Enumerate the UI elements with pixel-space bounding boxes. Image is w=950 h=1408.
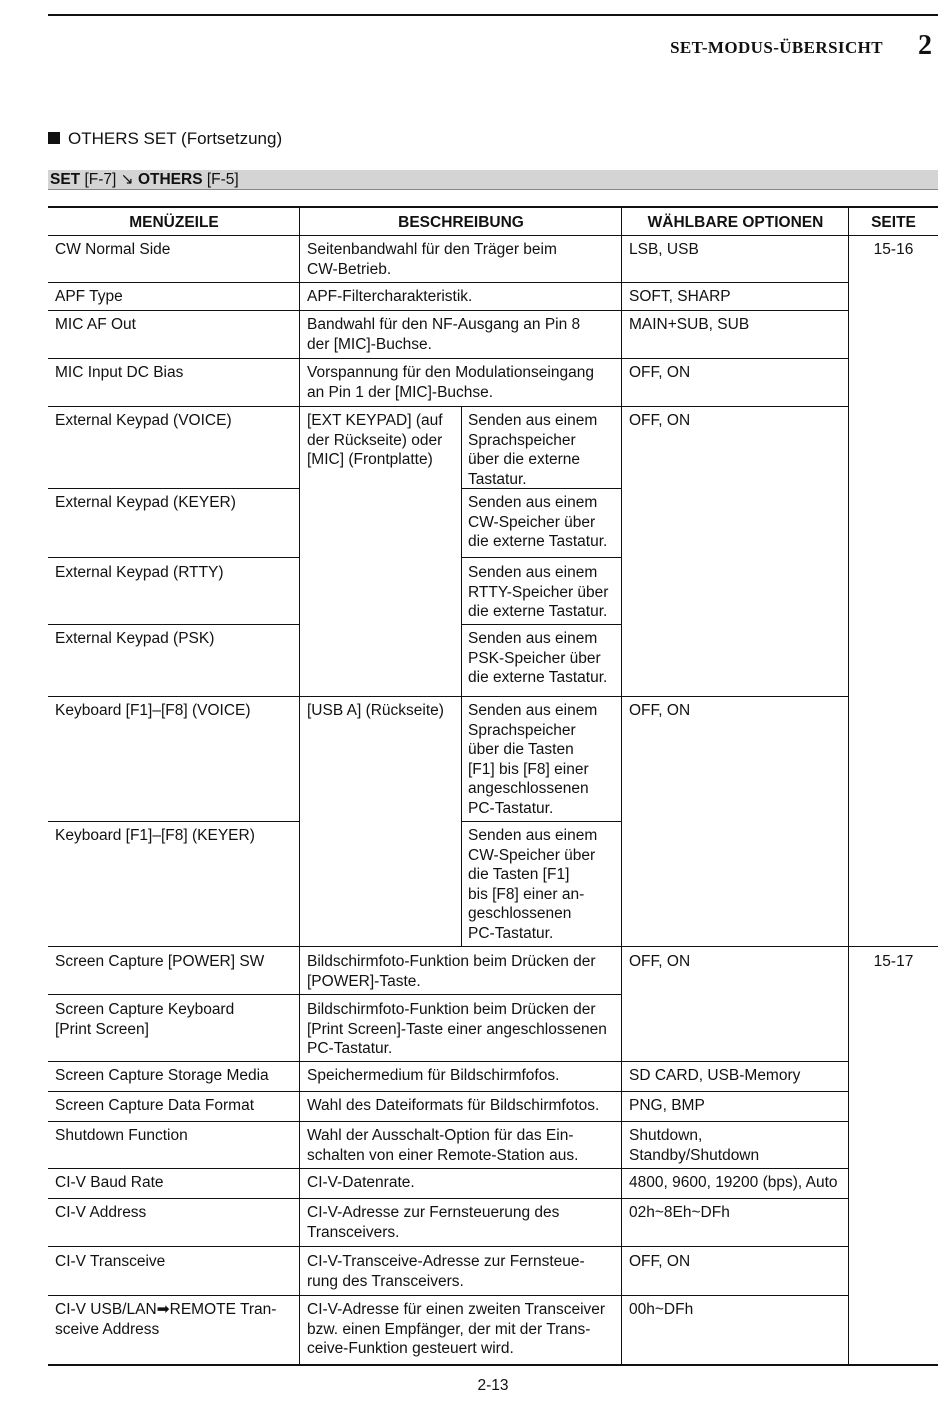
column-header-menu: MENÜZEILE [129,214,219,231]
description-cell: Senden aus einem Sprachspeicher über die Tasten [F1] bis [F8] einer angeschlossenen PC-Tastatur. [468,702,598,817]
description-cell: Vorspannung für den Modulationseingang an Pin 1 der [MIC]-Buchse. [307,364,594,401]
row-divider [461,488,622,489]
row-divider [48,1295,849,1296]
menu-cell: CI-V Address [55,1204,147,1221]
column-divider [299,207,300,1365]
description-cell: Bandwahl für den NF-Ausgang an Pin 8 der [MIC]-Buchse. [307,316,581,353]
row-divider [48,1198,849,1199]
options-cell: 00h~DFh [629,1301,694,1318]
options-cell: Shutdown, Standby/Shutdown [629,1127,760,1164]
menu-cell: External Keypad (PSK) [55,630,215,647]
row-divider [48,1168,849,1169]
row-divider [461,624,622,625]
description-cell: Senden aus einem CW-Speicher über die Tasten [F1] bis [F8] einer an- geschlossenen PC-Tastatur. [468,827,598,942]
description-cell: APF-Filtercharakteristik. [307,288,473,305]
header-divider [48,235,938,236]
description-cell: Senden aus einem PSK-Speicher über die externe Tastatur. [468,630,608,686]
path-set-key: [F-7] [84,171,117,188]
column-header-page: SEITE [871,214,916,231]
row-divider [48,946,938,947]
column-header-options: WÄHLBARE OPTIONEN [647,214,824,231]
description-cell: Wahl der Ausschalt-Option für das Ein- schalten von einer Remote-Station aus. [307,1127,579,1164]
menu-cell: MIC Input DC Bias [55,364,184,381]
options-cell: 02h~8Eh~DFh [629,1204,730,1221]
chapter-number: 2 [918,30,932,61]
source-cell: [USB A] (Rückseite) [307,702,444,719]
menu-cell: Screen Capture [POWER] SW [55,953,265,970]
bullet-square-icon [48,132,60,144]
menu-cell: External Keypad (RTTY) [55,564,224,581]
row-divider [48,310,849,311]
row-divider [48,994,622,995]
table-bottom-border [48,1364,938,1366]
column-divider [621,207,622,1365]
table-top-border [48,206,938,208]
row-divider [461,821,622,822]
menu-cell: Screen Capture Data Format [55,1097,255,1114]
row-divider [48,488,300,489]
description-cell: CI-V-Adresse für einen zweiten Transceiver bzw. einen Empfänger, der mit der Trans- ceive-Funktion gesteuert wird. [307,1301,606,1357]
row-divider [48,557,300,558]
options-cell: SOFT, SHARP [629,288,731,305]
menu-cell: External Keypad (VOICE) [55,412,232,429]
path-arrow-icon: ↘ [120,171,134,188]
menu-cell: CI-V Transceive [55,1253,166,1270]
row-divider [461,557,622,558]
options-cell: OFF, ON [629,1253,691,1270]
options-cell: OFF, ON [629,702,691,719]
description-cell: Bildschirmfoto-Funktion beim Drücken der [POWER]-Taste. [307,953,596,990]
row-divider [48,406,849,407]
menu-cell: Screen Capture Keyboard [Print Screen] [55,1001,235,1038]
row-divider [48,624,300,625]
menu-cell: Keyboard [F1]–[F8] (KEYER) [55,827,255,844]
row-divider [48,358,849,359]
top-rule [48,14,938,16]
description-cell: Seitenbandwahl für den Träger beim CW-Betrieb. [307,241,557,278]
menu-cell: Keyboard [F1]–[F8] (VOICE) [55,702,251,719]
description-cell: CI-V-Transceive-Adresse zur Fernsteue- rung des Transceivers. [307,1253,585,1290]
menu-cell: APF Type [55,288,123,305]
description-cell: Senden aus einem RTTY-Speicher über die externe Tastatur. [468,564,609,620]
options-cell: OFF, ON [629,953,691,970]
options-cell: SD CARD, USB-Memory [629,1067,801,1084]
description-cell: Speichermedium für Bildschirmfofos. [307,1067,560,1084]
row-divider [48,1246,849,1247]
menu-cell: MIC AF Out [55,316,136,333]
menu-cell: Screen Capture Storage Media [55,1067,269,1084]
column-header-description: BESCHREIBUNG [398,214,524,231]
options-cell: LSB, USB [629,241,699,258]
row-divider [48,1121,849,1122]
options-cell: 4800, 9600, 19200 (bps), Auto [629,1174,838,1191]
menu-cell: CI-V Baud Rate [55,1174,164,1191]
path-others: OTHERS [137,171,203,188]
menu-path-bar [48,170,938,190]
page-cell: 15-16 [873,241,914,258]
description-cell: Bildschirmfoto-Funktion beim Drücken der [Print Screen]-Taste einer angeschlossenen PC-Tastatur. [307,1001,607,1057]
menu-cell: CI-V USB/LAN➡REMOTE Tran- sceive Address [55,1301,277,1338]
menu-cell: External Keypad (KEYER) [55,494,236,511]
path-set: SET [50,171,81,188]
options-cell: MAIN+SUB, SUB [629,316,750,333]
column-divider [848,207,849,1365]
description-cell: Senden aus einem CW-Speicher über die externe Tastatur. [468,494,608,550]
row-divider [48,1061,849,1062]
path-others-key: [F-5] [206,171,239,188]
description-cell: Senden aus einem Sprachspeicher über die externe Tastatur. [468,412,598,488]
options-cell: OFF, ON [629,412,691,429]
section-heading [48,129,282,149]
sub-column-divider [461,406,462,946]
chapter-title: SET-MODUS-ÜBERSICHT [670,38,883,57]
description-cell: CI-V-Datenrate. [307,1174,415,1191]
source-cell: [EXT KEYPAD] (auf der Rückseite) oder [MIC] (Frontplatte) [307,412,443,468]
menu-cell: Shutdown Function [55,1127,188,1144]
page-number: 2-13 [477,1377,509,1394]
menu-cell: CW Normal Side [55,241,171,258]
options-cell: PNG, BMP [629,1097,705,1114]
page-cell: 15-17 [873,953,914,970]
row-divider [48,1091,849,1092]
row-divider [48,821,300,822]
row-divider [48,696,849,697]
description-cell: CI-V-Adresse zur Fernsteuerung des Transceivers. [307,1204,560,1241]
row-divider [48,282,849,283]
description-cell: Wahl des Dateiformats für Bildschirmfotos. [307,1097,600,1114]
section-heading-text: OTHERS SET (Fortsetzung) [68,129,283,148]
options-cell: OFF, ON [629,364,691,381]
